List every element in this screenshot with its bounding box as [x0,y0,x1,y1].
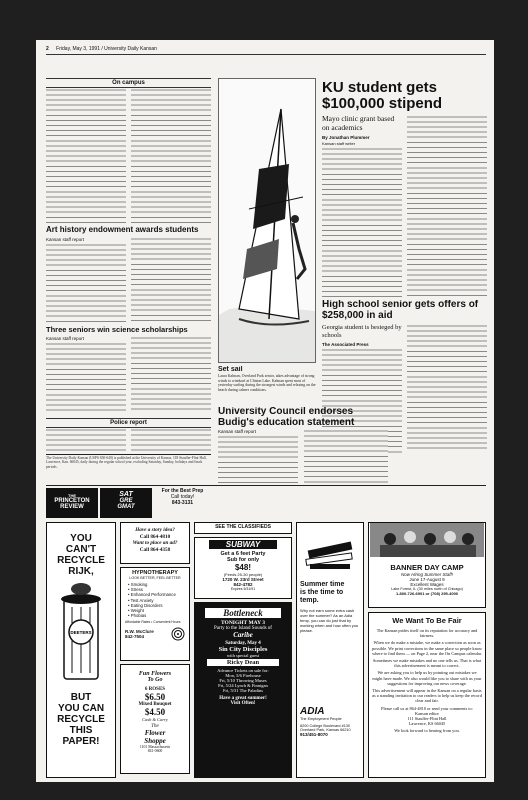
see-classifieds-banner[interactable]: SEE THE CLASSIFIEDS [194,522,292,534]
endowment-body-col2 [131,237,211,323]
hypno-title: HYPNOTHERAPY [132,570,178,576]
fair-p3: Sometimes we make mistakes and no one tells us. That is what this advertisement is meant to correct. [372,658,482,669]
recycle-l2: CAN'T [65,544,97,555]
adia-l2: is the time to [300,589,344,596]
council-body-col2 [304,429,388,483]
camp-l3: Excellent Wages [410,582,444,587]
newspaper-page [36,40,494,782]
hypno-service-item: • Weight [128,608,144,614]
recycle-b4: THIS [69,725,93,736]
adia-l1: Summer time [300,581,345,588]
hypno-phone: 842-7504 [125,634,145,640]
books-icon [300,526,360,576]
hypno-service-item: • Smoking [128,582,148,587]
divider [46,454,211,455]
flowers-l8: Shoppe [144,737,166,745]
subway-address: 1720 W. 23rd Street [222,577,264,582]
flowers-phone: 841-0600 [147,749,163,753]
adia-tagline: The Employment People [300,717,342,721]
flowers-l5: Cash & Carry [142,717,168,722]
subway-l3: (Feeds 25-30 people) [223,572,263,577]
sat-gre-ad[interactable] [100,488,152,518]
hypno-service-item: • Stress [128,587,143,593]
windsurf-photo [218,78,316,363]
ku-deck: Mayo clinic grant based on academics [322,115,395,132]
adia-address: 8200 College Boulevard #130 Overland Park, Kansas 66210 [300,724,351,732]
recycle-l4: RIJK, [68,566,94,577]
flowers-address: 1101 Massachusetts [139,745,171,749]
ku-body-col1 [322,147,402,297]
caribe-l2: Party to the Island Sounds of [214,626,272,631]
police-report-header: Police report [46,418,211,428]
flowers-l2: To Go [147,677,163,683]
bottleneck-ad[interactable] [194,602,292,778]
fair-p5: This advertisement will appear in the Kansan on a regular basis as a standing invitation to our readers to help us keep the record clear and fair. [372,688,482,704]
flowers-l7: Flower [144,729,166,737]
hypnotherapy-ad[interactable] [120,567,190,661]
ku-byline: By Jonathan Plummer [322,135,370,140]
hypno-name: R.W. McClure [125,629,154,635]
endowment-headline: Art history endowment awards students [46,226,199,234]
endowment-body-col1 [46,243,126,323]
police-body-col2 [131,428,211,452]
caribe-l5: Sin City Disciples [218,646,268,653]
on-campus-header: On campus [46,78,211,88]
hs-headline: High school senior gets offers of $258,000 in aid [322,300,479,321]
page-number: 2 [46,46,49,52]
camp-group-photo [370,523,484,557]
subway-l2: Sub for only [226,557,260,563]
camp-l2: June 17-August 9 [409,577,445,582]
adia-body: Why not earn some extra cash over the summer? As an Adia temp, you can do just that by working when and how often you please. [300,608,359,633]
story-l4: Call 864-4358 [139,546,171,553]
ads-divider [46,485,486,486]
fair-p6: Please call us at 864-4810 or send your comments to: [381,705,473,711]
scholarship-headline: Three seniors win science scholarships [46,326,188,334]
page-header [46,43,486,55]
prep-call: Call today! [170,494,195,500]
flowers-l4: Mixed Bouquet [138,702,172,707]
publication-notice: The University Daily Kansan (USPS 650-640) is published at the University of Kansas, 118 Stauffer-Flint Hall, Lawrence, Kan. 66045, daily during the regular school year, excluding Saturday, Sunday, holidays and finals periods. [46,456,207,469]
adia-ad[interactable] [296,522,364,778]
recycle-b2: YOU CAN [57,703,105,714]
caribe-l9: Mon, 5/6 Firehouse [225,673,261,678]
hypno-service-item: • Phobias [128,613,147,619]
flower-shoppe-ad[interactable] [120,664,190,774]
caribe-l14: Visit Often! [230,701,256,706]
hs-deck: Georgia student is besieged by schools [322,324,402,339]
scholarship-body-col2 [131,336,211,414]
fair-p2: When we do make a mistake, we make a correction as soon as possible. We print corrections in the same place so people know where to find them — on Page 2, near the On Campus calendar. [372,640,482,656]
fair-p10: We look forward to hearing from you. [394,728,460,734]
story-idea-ad[interactable] [120,522,190,564]
caribe-l8: Advance Tickets on sale for: [217,668,269,673]
subway-ad[interactable] [194,537,292,599]
banner-day-camp-ad[interactable] [368,522,486,608]
recycle-b5: PAPER! [62,736,100,747]
story-l3: Want to place an ad? [132,540,178,546]
hypno-service-item: • Eating Disorders [128,602,163,608]
flowers-price2: $4.50 [144,707,166,717]
caribe-l1: TONIGHT MAY 3 [220,620,265,626]
caribe-l4: Saturday, May 4 [225,641,261,646]
photo-caption-title: Set sail [218,366,243,373]
hypno-subtitle: LOOK BETTER, FEEL BETTER [129,576,181,580]
fair-title: We Want To Be Fair [392,616,462,625]
fair-editor: Kansan editor [415,710,439,716]
hypno-service-item: • Test Anxiety [128,597,154,603]
ku-headline: KU student gets $100,000 stipend [322,80,443,112]
adia-phone: 913/451-8070 [300,732,328,737]
recycle-l1: YOU [70,533,92,544]
caribe-l6: with special guest [226,653,260,658]
recycle-ad [46,522,116,778]
scholarship-body-col1 [46,342,126,414]
hypno-service-item: • Enhanced Performance [128,592,176,598]
princeton-review-ad[interactable] [46,488,98,518]
fair-p1: The Kansan prides itself on its reputation for accuracy and fairness. [376,628,478,639]
sat-label: SAT [119,491,133,498]
princeton-line1: THE [68,493,76,498]
flowers-price1: $6.50 [144,692,166,702]
we-want-to-be-fair-ad [368,612,486,778]
adia-l3: temp. [300,597,319,604]
caribe-l12: Fri, 5/31 The Paladins [223,688,263,693]
story-l1: Have a story idea? [135,527,175,533]
spiral-icon [171,627,185,641]
hypno-note: Affordable Rates • Convenient Hours [125,620,181,625]
subway-expiry: Expires 5/31/91 [230,587,256,591]
recycle-b3: RECYCLE [57,714,105,725]
flowers-l1: Fun Flowers [138,671,172,677]
adia-logo: ADIA [300,706,325,717]
photo-caption: Laura Kalman, Overland Park senior, takes advantage of strong winds to windsurf at Clinton Lake. Kalman spent most of yesterday surfing during the strongest winds and relaxing on the beach during calmer conditions. [218,374,316,392]
subway-phone: 842-4782 [233,582,253,587]
princeton-line2: PRINCETON [54,498,90,504]
hs-byline: The Associated Press [322,342,369,347]
subway-price: $48! [234,563,251,572]
gre-label: GRE [119,498,133,504]
ku-staff: Kansan staff writer [322,141,356,146]
camp-l4: Lake Forest, IL (30 miles north of Chicago) [391,587,463,591]
camp-l1: Now Hiring Summer Staff! [400,572,453,577]
on-campus-listings-col2 [131,88,211,223]
flowers-l3: 6 ROSES [144,687,166,692]
fair-address2: Lawrence, KS 66045 [408,721,446,727]
dateline: Friday, May 3, 1991 / University Daily Kansan [56,46,157,52]
prep-call-ad[interactable] [154,488,211,518]
council-body-col1 [218,435,298,483]
story-l2: Call 864-4810 [139,533,171,540]
trash-can-icon [48,577,114,687]
scholarship-byline: Kansan staff report [46,336,84,341]
prep-tagline: For the Best Prep [161,488,204,494]
fair-address1: 111 Stauffer-Flint Hall [407,716,447,722]
on-campus-listings-col1 [46,88,126,223]
fair-p4: We are asking you to help us by pointing out mistakes we might have made. We also would like you to share with us your suggestions for improving our news coverage. [372,670,482,686]
ku-body-col2 [407,115,487,297]
deeters-badge: DEETERS [70,630,92,635]
princeton-line3: REVIEW [60,504,84,510]
caribe-l13: Have a great summer! [219,696,267,701]
camp-phone: 1-800-726-6901 or (708) 295-4000 [395,591,459,596]
windsurfer-illustration [219,79,315,362]
gmat-label: GMAT [117,504,135,510]
caribe-l10: Fri, 5/10 Throwing Muses [219,678,267,683]
hs-body-col2 [407,324,487,453]
recycle-b1: BUT [70,692,92,703]
caribe-l3: Caribe [233,631,253,639]
caribe-l7: Ricky Dean [207,659,279,666]
subway-logo: SUBWAY [209,540,277,549]
hypno-services-list [125,582,185,618]
bottleneck-logo: Bottleneck [205,608,281,618]
caribe-l11: Fri, 5/24 Lynch & Finnigan [218,683,268,688]
council-byline: Kansan staff report [218,429,256,434]
subway-l1: Get a 6 feet Party [220,551,266,557]
flowers-l6: The [151,724,159,729]
police-body-col1 [46,428,126,452]
council-headline: University Council endorses Budig's education statement [218,407,355,428]
endowment-byline: Kansan staff report [46,237,84,242]
recycle-l3: RECYCLE [57,555,105,566]
camp-title: BANNER DAY CAMP [390,563,464,572]
prep-phone: 843-3131 [171,500,194,506]
